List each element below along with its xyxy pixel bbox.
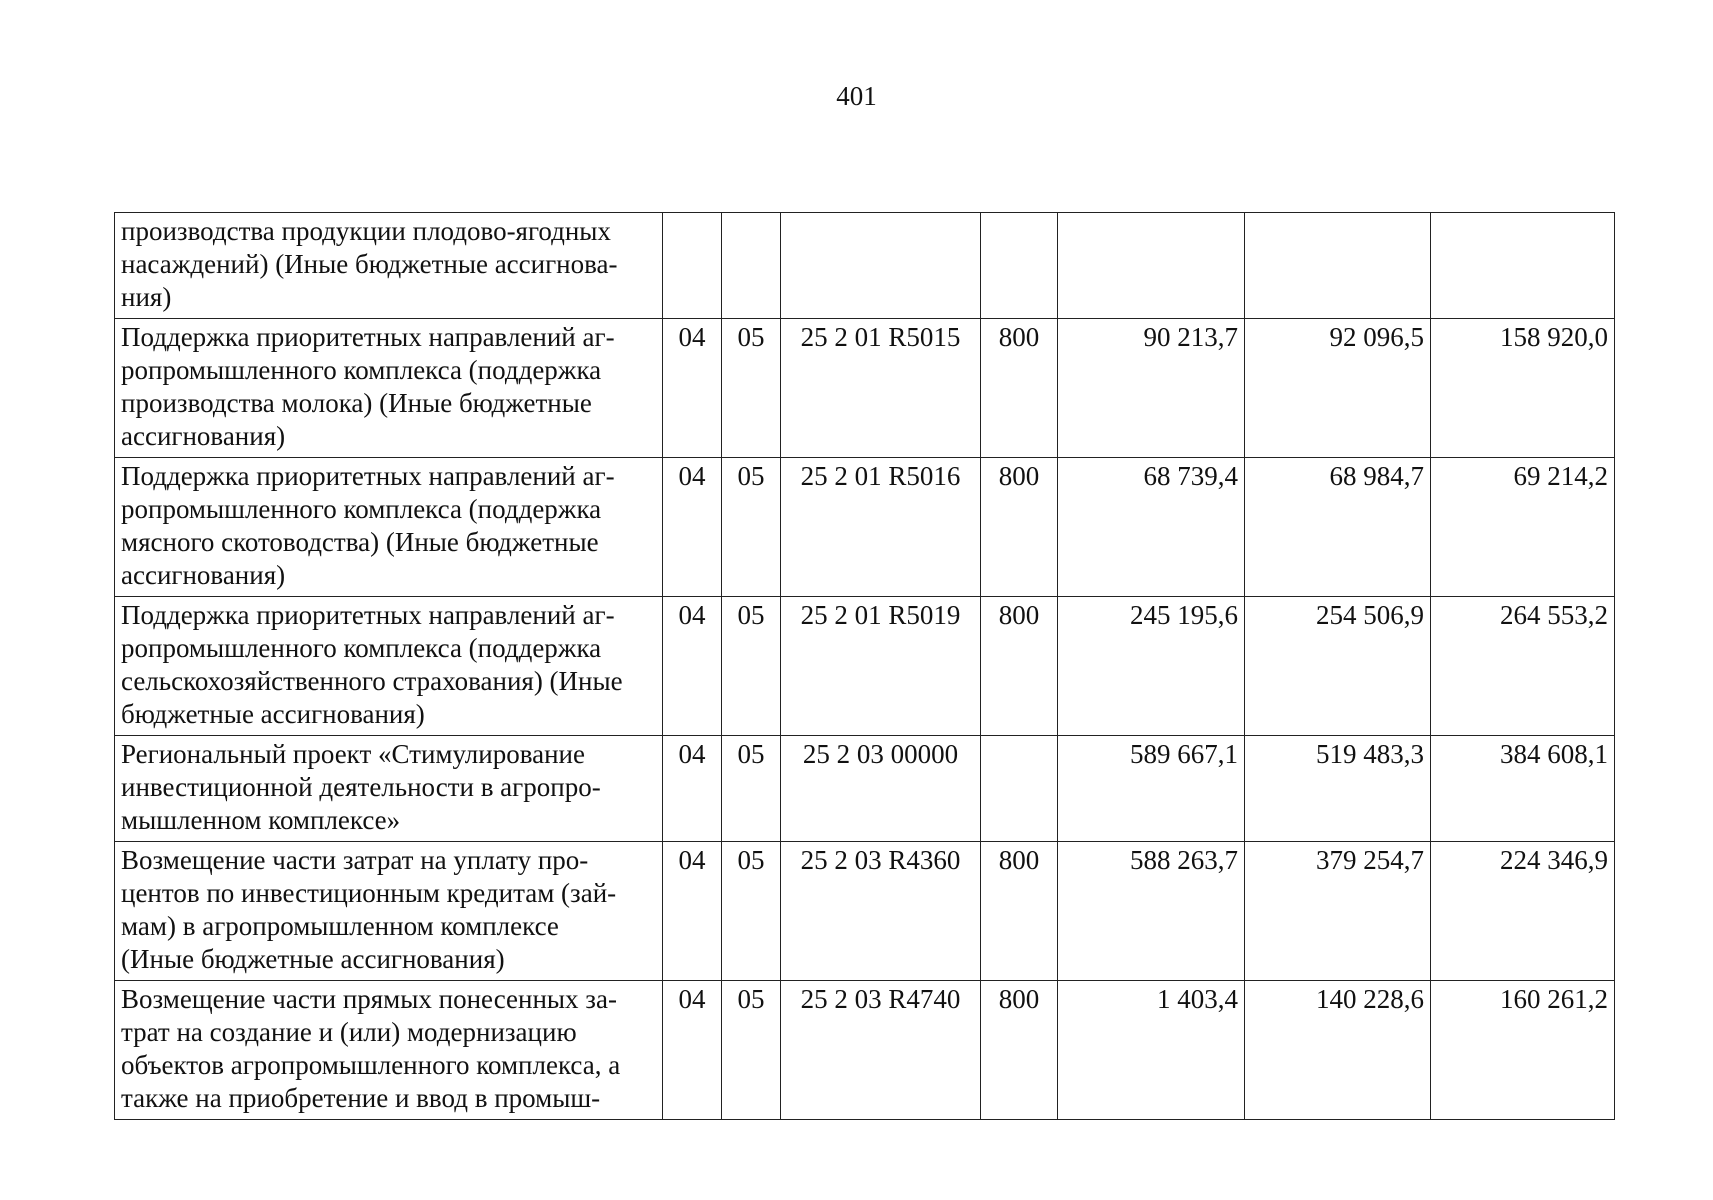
name-line: насаждений) (Иные бюджетные ассигнова- [121,249,618,279]
name-line: Поддержка приоритетных направлений аг- [121,600,615,630]
name-line: мясного скотоводства) (Иные бюджетные [121,527,599,557]
target-article-cell: 25 2 01 R5015 [781,319,981,458]
amount-year2-cell: 92 096,5 [1245,319,1431,458]
table-row [115,597,1615,736]
table-row [115,213,1615,319]
section-code-cell: 04 [663,736,722,842]
subsection-code-cell: 05 [722,842,781,981]
expense-name-cell [115,736,663,842]
subsection-code-cell [722,213,781,319]
expense-type-cell [981,213,1058,319]
name-line: производства молока) (Иные бюджетные [121,388,592,418]
expense-type-cell: 800 [981,981,1058,1120]
expense-name-cell [115,213,663,319]
section-code-cell [663,213,722,319]
name-line: ропромышленного комплекса (поддержка [121,355,602,385]
name-line: бюджетные ассигнования) [121,699,425,729]
expense-type-cell: 800 [981,842,1058,981]
amount-year3-cell: 69 214,2 [1431,458,1615,597]
amount-year1-cell: 90 213,7 [1058,319,1245,458]
amount-year2-cell: 140 228,6 [1245,981,1431,1120]
amount-year3-cell [1431,213,1615,319]
budget-table [114,212,1615,1120]
amount-year1-cell: 589 667,1 [1058,736,1245,842]
name-line: ропромышленного комплекса (поддержка [121,494,602,524]
name-line: центов по инвестиционным кредитам (зай- [121,878,617,908]
expense-name-cell [115,458,663,597]
table-row [115,319,1615,458]
subsection-code-cell: 05 [722,319,781,458]
table-row [115,736,1615,842]
subsection-code-cell: 05 [722,458,781,597]
table-row [115,981,1615,1120]
name-line: ропромышленного комплекса (поддержка [121,633,602,663]
name-line: ассигнования) [121,421,286,451]
target-article-cell [781,213,981,319]
target-article-cell: 25 2 01 R5016 [781,458,981,597]
section-code-cell: 04 [663,597,722,736]
name-line: сельскохозяйственного страхования) (Иные [121,666,623,696]
name-line: производства продукции плодово-ягодных [121,216,611,246]
name-line: ния) [121,282,172,312]
name-line: также на приобретение и ввод в промыш- [121,1083,601,1113]
name-line: трат на создание и (или) модернизацию [121,1017,577,1047]
amount-year3-cell: 158 920,0 [1431,319,1615,458]
name-line: ассигнования) [121,560,286,590]
amount-year2-cell: 379 254,7 [1245,842,1431,981]
amount-year1-cell: 588 263,7 [1058,842,1245,981]
expense-name-cell [115,597,663,736]
section-code-cell: 04 [663,842,722,981]
amount-year3-cell: 160 261,2 [1431,981,1615,1120]
subsection-code-cell: 05 [722,736,781,842]
name-line: мышленном комплексе» [121,805,401,835]
name-line: (Иные бюджетные ассигнования) [121,944,505,974]
amount-year3-cell: 224 346,9 [1431,842,1615,981]
amount-year3-cell: 384 608,1 [1431,736,1615,842]
table-row [115,458,1615,597]
expense-type-cell: 800 [981,319,1058,458]
target-article-cell: 25 2 03 R4740 [781,981,981,1120]
target-article-cell: 25 2 03 R4360 [781,842,981,981]
amount-year2-cell: 519 483,3 [1245,736,1431,842]
amount-year2-cell: 68 984,7 [1245,458,1431,597]
section-code-cell: 04 [663,458,722,597]
amount-year1-cell [1058,213,1245,319]
expense-name-cell [115,842,663,981]
section-code-cell: 04 [663,981,722,1120]
page-number: 401 [836,81,877,111]
name-line: объектов агропромышленного комплекса, а [121,1050,621,1080]
name-line: мам) в агропромышленном комплексе [121,911,559,941]
expense-type-cell [981,736,1058,842]
name-line: Возмещение части прямых понесенных за- [121,984,617,1014]
expense-type-cell: 800 [981,597,1058,736]
amount-year1-cell: 68 739,4 [1058,458,1245,597]
name-line: Возмещение части затрат на уплату про- [121,845,589,875]
table-row [115,842,1615,981]
subsection-code-cell: 05 [722,597,781,736]
amount-year1-cell: 1 403,4 [1058,981,1245,1120]
expense-name-cell [115,319,663,458]
subsection-code-cell: 05 [722,981,781,1120]
section-code-cell: 04 [663,319,722,458]
amount-year1-cell: 245 195,6 [1058,597,1245,736]
target-article-cell: 25 2 01 R5019 [781,597,981,736]
amount-year2-cell [1245,213,1431,319]
amount-year3-cell: 264 553,2 [1431,597,1615,736]
expense-name-cell [115,981,663,1120]
name-line: Поддержка приоритетных направлений аг- [121,322,615,352]
name-line: Поддержка приоритетных направлений аг- [121,461,615,491]
expense-type-cell: 800 [981,458,1058,597]
target-article-cell: 25 2 03 00000 [781,736,981,842]
amount-year2-cell: 254 506,9 [1245,597,1431,736]
name-line: Региональный проект «Стимулирование [121,739,585,769]
name-line: инвестиционной деятельности в агропро- [121,772,601,802]
